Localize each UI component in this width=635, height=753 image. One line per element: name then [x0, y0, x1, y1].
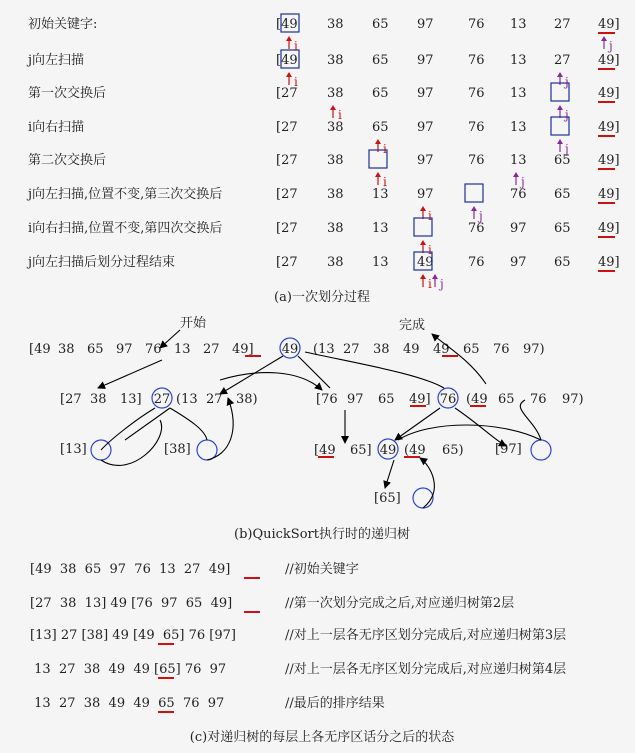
- pointer-i-label: i: [428, 277, 432, 291]
- key-cell: 76: [468, 86, 485, 101]
- tree-key: [49: [29, 342, 51, 357]
- state-row-keys: [27 38 13] 49 [76 97 65 49]: [30, 596, 233, 611]
- key-cell: 97: [417, 17, 434, 32]
- key-cell: 38: [327, 187, 344, 202]
- state-row-keys: 13 27 38 49 49 65 76 97: [30, 696, 225, 711]
- empty-circle-65: [413, 488, 433, 508]
- pivot-l2-right-value: 76: [439, 392, 457, 407]
- row-label: j向左扫描: [28, 53, 85, 68]
- key-cell: 76: [468, 221, 485, 236]
- key-cell: 13: [510, 153, 527, 168]
- key-cell: [49: [276, 53, 298, 68]
- row-label: 第二次交换后: [28, 153, 107, 168]
- leaf-38: [38]: [164, 442, 191, 457]
- key-cell: 49: [417, 255, 434, 270]
- state-row-keys: 13 27 38 49 49 [65] 76 97: [30, 662, 227, 677]
- empty-circle-97: [531, 440, 551, 460]
- label-done: 完成: [399, 318, 426, 333]
- pivot-root-value: 49: [281, 342, 299, 357]
- key-cell: [49: [276, 17, 298, 32]
- key-cell: 76: [510, 187, 527, 202]
- caption-a: (a)一次划分过程: [274, 290, 370, 305]
- pointer-arrowhead: [471, 206, 477, 211]
- key-cell: 38: [327, 53, 344, 68]
- pointer-arrowhead: [420, 206, 426, 211]
- caption-b: (b)QuickSort执行时的递归树: [234, 527, 410, 542]
- key-cell: 49]: [598, 17, 620, 32]
- tree-level3-middle-result: [404, 443, 464, 458]
- key-cell: 38: [327, 120, 344, 135]
- key-cell: 49]: [598, 120, 620, 135]
- tree-key: 27: [206, 392, 223, 407]
- tree-key: 27: [203, 342, 220, 357]
- pointer-i-label: i: [383, 175, 387, 189]
- key-cell: 38: [327, 17, 344, 32]
- key-cell: 97: [417, 53, 434, 68]
- pointer-j-label: j: [609, 39, 613, 53]
- pointer-arrowhead: [286, 72, 292, 77]
- key-cell: 76: [468, 120, 485, 135]
- recursion-tree-panel: [29, 316, 584, 508]
- key-cell: 65: [554, 187, 571, 202]
- key-cell: 65: [372, 120, 389, 135]
- tree-key: [76: [316, 392, 338, 407]
- key-cell: 97: [417, 187, 434, 202]
- key-cell: 65: [554, 153, 571, 168]
- state-row-comment: //对上一层各无序区划分完成后,对应递归树第4层: [285, 662, 567, 677]
- key-cell: [27: [276, 221, 298, 236]
- pointer-arrowhead: [557, 139, 563, 144]
- pointer-arrowhead: [557, 105, 563, 110]
- key-cell: 49]: [598, 187, 620, 202]
- key-cell: 13: [372, 221, 389, 236]
- row-label: j向左扫描后划分过程结束: [28, 255, 176, 270]
- key-cell: 38: [327, 86, 344, 101]
- tree-key: (13: [313, 342, 335, 357]
- key-cell: 76: [468, 153, 485, 168]
- row-label: i向右扫描,位置不变,第四次交换后: [28, 221, 223, 236]
- tree-key: 65: [498, 392, 515, 407]
- key-cell: 49]: [598, 53, 620, 68]
- key-cell: 38: [327, 221, 344, 236]
- key-cell: [27: [276, 255, 298, 270]
- tree-key: 13: [174, 342, 191, 357]
- pointer-j-label: j: [565, 108, 569, 122]
- tree-key: (49: [404, 443, 426, 458]
- tree-key: 38: [373, 342, 390, 357]
- pivot-l3-value: 49: [379, 443, 397, 458]
- key-cell: [27: [276, 120, 298, 135]
- key-cell: 97: [417, 153, 434, 168]
- tree-key: 38: [58, 342, 75, 357]
- key-cell: 27: [554, 17, 571, 32]
- key-cell: 49]: [598, 153, 620, 168]
- caption-c: (c)对递归树的每层上各无序区话分之后的状态: [189, 730, 455, 745]
- pointer-arrowhead: [375, 172, 381, 177]
- tree-key: 49: [433, 342, 450, 357]
- state-row-comment: //第一次划分完成之后,对应递归树第2层: [285, 596, 515, 611]
- key-cell: 76: [468, 17, 485, 32]
- pointer-arrowhead: [557, 72, 563, 77]
- tree-key: [49: [314, 443, 336, 458]
- pointer-arrowhead: [601, 36, 607, 41]
- key-cell: 97: [417, 120, 434, 135]
- key-cell: 65: [554, 221, 571, 236]
- row-label: j向左扫描,位置不变,第三次交换后: [28, 187, 223, 202]
- pointer-arrowhead: [420, 240, 426, 245]
- key-cell: [27: [276, 153, 298, 168]
- tree-root-sequence: [29, 342, 254, 357]
- pointer-i-label: i: [294, 39, 298, 53]
- tree-level2-right-result: [466, 392, 584, 407]
- key-cell: 65: [372, 86, 389, 101]
- tree-key: 76: [145, 342, 162, 357]
- key-cell: 49]: [598, 86, 620, 101]
- key-cell: 13: [510, 53, 527, 68]
- tree-key: 97): [523, 342, 545, 357]
- key-cell: 97: [510, 255, 527, 270]
- pointer-j-label: j: [440, 277, 444, 291]
- row-label: 初始关键字:: [28, 17, 98, 32]
- tree-key: 65): [442, 443, 464, 458]
- tree-key: [27: [60, 392, 82, 407]
- key-cell: 38: [327, 255, 344, 270]
- tree-level2-left-sequence: [60, 392, 142, 407]
- tree-key: 76: [530, 392, 547, 407]
- empty-circle-38: [197, 440, 217, 460]
- state-row-keys: [13] 27 [38] 49 [49 65] 76 [97]: [30, 628, 236, 643]
- key-cell: 65: [372, 53, 389, 68]
- tree-key: 97): [562, 392, 584, 407]
- pointer-i-label: i: [428, 209, 432, 223]
- tree-key: 38): [236, 392, 258, 407]
- row-label: 第一次交换后: [28, 86, 107, 101]
- pointer-j-label: j: [565, 75, 569, 89]
- pointer-arrowhead: [286, 36, 292, 41]
- key-cell: 13: [510, 120, 527, 135]
- key-cell: 13: [510, 17, 527, 32]
- pointer-i-label: i: [383, 142, 387, 156]
- key-cell: 13: [372, 255, 389, 270]
- key-cell: 13: [510, 86, 527, 101]
- pivot-box: [465, 184, 483, 202]
- key-cell: 65: [554, 255, 571, 270]
- tree-level2-right-sequence: [316, 392, 431, 407]
- state-row-comment: //最后的排序结果: [285, 696, 385, 711]
- tree-key: 76: [493, 342, 510, 357]
- pointer-arrowhead: [513, 172, 519, 177]
- pointer-i-label: i: [338, 108, 342, 122]
- pointer-j-label: j: [565, 142, 569, 156]
- leaf-97: [97]: [495, 442, 522, 457]
- tree-key: 38: [90, 392, 107, 407]
- tree-key: 27: [343, 342, 360, 357]
- key-cell: [27: [276, 187, 298, 202]
- label-start: 开始: [180, 316, 207, 331]
- pointer-arrowhead: [330, 105, 336, 110]
- tree-key: 49]: [409, 392, 431, 407]
- key-cell: 97: [510, 221, 527, 236]
- tree-key: 49: [403, 342, 420, 357]
- tree-key: 65: [378, 392, 395, 407]
- tree-key: 97: [116, 342, 133, 357]
- key-cell: 97: [417, 86, 434, 101]
- partition-process-panel: [26, 14, 620, 291]
- key-cell: 65: [372, 17, 389, 32]
- pointer-j-label: j: [521, 175, 525, 189]
- pointer-arrowhead: [432, 274, 438, 279]
- key-cell: 38: [327, 153, 344, 168]
- tree-key: 65]: [350, 443, 372, 458]
- tree-key: 49]: [232, 342, 254, 357]
- tree-key: 97: [347, 392, 364, 407]
- state-row-comment: //初始关键字: [285, 562, 359, 577]
- key-cell: 49]: [598, 221, 620, 236]
- pivot-l2-left-value: 27: [153, 392, 171, 407]
- tree-level2-left-result: [176, 392, 258, 407]
- tree-root-result: [313, 342, 545, 357]
- row-label: i向右扫描: [28, 120, 85, 135]
- state-row-comment: //对上一层各无序区划分完成后,对应递归树第3层: [285, 628, 567, 643]
- tree-key: (49: [466, 392, 488, 407]
- pointer-i-label: i: [428, 243, 432, 257]
- state-row-keys: [49 38 65 97 76 13 27 49]: [30, 562, 231, 577]
- tree-key: (13: [176, 392, 198, 407]
- key-cell: 49]: [598, 255, 620, 270]
- layer-states-panel: [30, 561, 566, 712]
- key-cell: 76: [468, 255, 485, 270]
- pointer-i-label: i: [294, 75, 298, 89]
- key-cell: 27: [554, 53, 571, 68]
- tree-key: 65: [463, 342, 480, 357]
- key-cell: 76: [468, 53, 485, 68]
- pointer-arrowhead: [420, 274, 426, 279]
- tree-level3-middle-sequence: [314, 443, 372, 458]
- key-cell: 13: [372, 187, 389, 202]
- pointer-j-label: j: [479, 209, 483, 223]
- leaf-13: [13]: [60, 442, 87, 457]
- pointer-arrowhead: [375, 139, 381, 144]
- tree-key: 13]: [120, 392, 142, 407]
- tree-key: 65: [87, 342, 104, 357]
- leaf-65: [65]: [374, 491, 401, 506]
- key-cell: [27: [276, 86, 298, 101]
